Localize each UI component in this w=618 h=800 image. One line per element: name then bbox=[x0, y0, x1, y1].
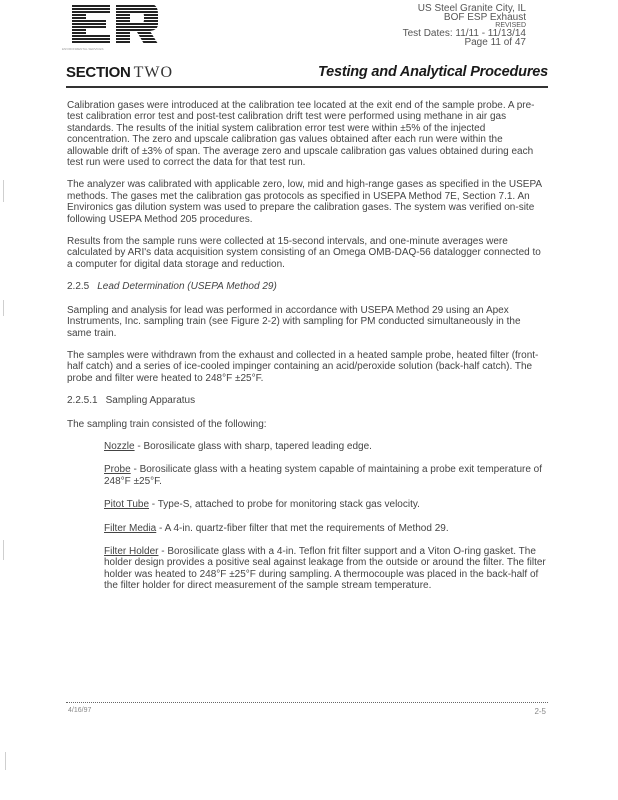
paragraph: Calibration gases were introduced at the calibration tee located at the exit end of the sample probe. A pre-test calibration error test and post-test calibration drift test were performed using methane in air gas standards. The results of the initial system calibration error test were within ±5% of the injected concentration. The zero and upscale calibration gas values obtained after each run were within the allowable drift of ±3% of span. The average zero and upscale calibration gas values obtained during each test run were used to correct the data for that test run. bbox=[67, 100, 535, 169]
item-text: - Borosilicate glass with sharp, tapered leading edge. bbox=[134, 440, 372, 452]
list-intro: The sampling train consisted of the following: bbox=[67, 418, 267, 430]
subsection-title: Lead Determination (USEPA Method 29) bbox=[97, 281, 277, 293]
scan-artifact bbox=[5, 752, 6, 770]
item-term: Probe bbox=[104, 464, 131, 476]
subsection-heading bbox=[67, 281, 547, 292]
item-text: - Borosilicate glass with a 4-in. Teflon frit filter support and a Viton O-ring gasket. The holder design provides a positive seal against leakage from the outside or around the filter. The filter holder was heated to 248°F ±25°F during sampling. A thermocouple was placed in the back-half of the filter holder for direct measurement of the sample stream temperature. bbox=[104, 545, 546, 592]
header-test-dates: Test Dates: 11/11 - 11/13/14 bbox=[402, 28, 526, 39]
paragraph: The analyzer was calibrated with applicable zero, low, mid and high-range gases as specified in the USEPA methods. The gases met the calibration gas protocols as specified in USEPA Method 7E, Section 7.1. An Environics gas dilution system was used to prepare the calibration gases. The system was verified on-site following USEPA Method 205 procedures. bbox=[67, 179, 542, 225]
subsubsection-heading bbox=[67, 395, 547, 406]
list-item bbox=[104, 523, 546, 534]
list-item bbox=[104, 441, 546, 452]
subsection-number: 2.2.5 bbox=[67, 281, 90, 293]
list-item bbox=[104, 546, 546, 592]
section-heading bbox=[66, 64, 548, 84]
item-term: Filter Holder bbox=[104, 545, 159, 557]
header-stamp: REVISED bbox=[495, 22, 526, 29]
section-title: Testing and Analytical Procedures bbox=[317, 64, 548, 80]
item-text: - Type-S, attached to probe for monitoring stack gas velocity. bbox=[149, 499, 420, 511]
section-number: TWO bbox=[133, 64, 174, 81]
paragraph: Results from the sample runs were collected at 15-second intervals, and one-minute averages were calculated by ARI's data acquisition system consisting of an Omega OMB-DAQ-56 datalogger connected to a computer for digital data storage and reduction. bbox=[67, 236, 541, 270]
paragraph: The samples were withdrawn from the exhaust and collected in a heated sample probe, heated filter (front-half catch) and a series of ice-cooled impinger containing an acid/peroxide solution (back-half catch). The probe and filter were heated to 248°F ±25°F. bbox=[67, 349, 539, 384]
scan-artifact bbox=[3, 540, 4, 560]
apparatus-list bbox=[104, 441, 546, 592]
item-term: Pitot Tube bbox=[104, 499, 150, 511]
scan-artifact bbox=[3, 300, 4, 316]
subsubsection-title: Sampling Apparatus bbox=[105, 395, 196, 407]
header-site: US Steel Granite City, IL bbox=[417, 3, 526, 14]
paragraph: Sampling and analysis for lead was performed in accordance with USEPA Method 29 using an Apex Instruments, Inc. sampling train (see Figure 2-2) with sampling for PM conducted simultaneously in the same train. bbox=[67, 304, 521, 339]
section-rule bbox=[66, 86, 548, 88]
scan-artifact bbox=[3, 180, 4, 202]
list-item bbox=[104, 464, 546, 487]
list-item bbox=[104, 499, 546, 510]
item-text: - A 4-in. quartz-fiber filter that met the requirements of Method 29. bbox=[156, 522, 449, 534]
footer-page-number: 2-5 bbox=[534, 707, 546, 716]
footer-rule bbox=[66, 702, 548, 703]
logo-caption: ENVIRONMENTAL SERVICES bbox=[62, 47, 104, 50]
company-logo bbox=[70, 2, 160, 46]
document-header bbox=[403, 4, 526, 47]
body-text bbox=[67, 100, 547, 604]
item-text: - Borosilicate glass with a heating system capable of maintaining a probe exit temperature of 248°F ±25°F. bbox=[104, 464, 543, 487]
item-term: Filter Media bbox=[104, 522, 157, 534]
item-term: Nozzle bbox=[104, 440, 135, 452]
footer-left: 4/16/97 bbox=[68, 707, 92, 714]
subsubsection-number: 2.2.5.1 bbox=[67, 395, 98, 407]
header-unit: BOF ESP Exhaust bbox=[443, 12, 526, 23]
header-page: Page 11 of 47 bbox=[464, 37, 526, 48]
section-label: SECTION TWO bbox=[66, 64, 174, 81]
